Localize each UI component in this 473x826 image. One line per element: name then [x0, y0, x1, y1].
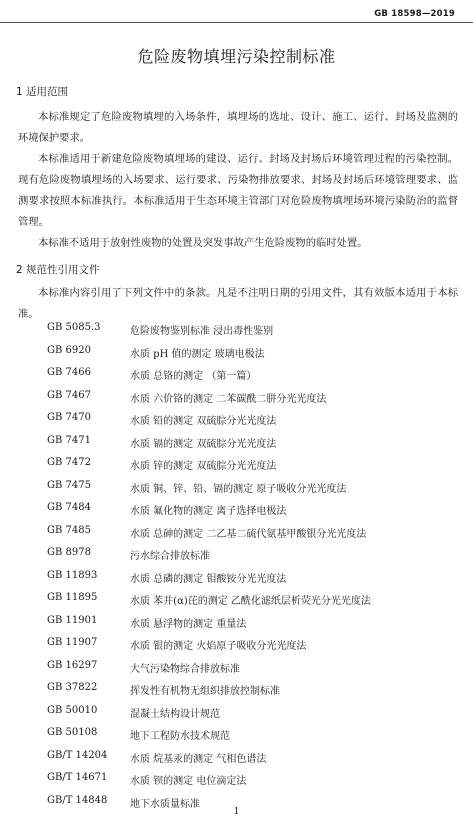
reference-title: 水质 银的测定 火焰原子吸收分光光度法: [130, 641, 307, 652]
document-title: 危险废物填埋污染控制标准: [137, 47, 336, 66]
reference-code: GB/T 14671: [47, 772, 108, 783]
reference-code: GB 16297: [47, 659, 98, 671]
reference-row: [0, 386, 473, 409]
reference-code: GB/T 14204: [47, 749, 108, 761]
reference-code: GB 50010: [47, 704, 98, 716]
section-1-paragraph-1: 本标准规定了危险废物填埋的入场条件，填埋场的选址、设计、施工、运行、封场及监测的环境保护要求。: [18, 111, 458, 144]
reference-row: [0, 633, 473, 656]
reference-title: 水质 总砷的测定 二乙基二硫代氨基甲酸银分光光度法: [130, 528, 367, 540]
reference-code: GB 50108: [47, 727, 98, 738]
reference-row: [0, 431, 473, 454]
reference-row: [0, 701, 473, 724]
reference-code: GB/T 14848: [47, 794, 108, 806]
reference-title: 大气污染物综合排放标准: [130, 663, 240, 675]
reference-row: [0, 498, 473, 521]
reference-code: GB 7467: [47, 389, 91, 401]
reference-title: 水质 镉的测定 双硫腙分光光度法: [130, 438, 277, 450]
page-number: 1: [233, 807, 240, 817]
reference-title: 水质 锌的测定 双硫腙分光光度法: [130, 461, 277, 472]
reference-row: [0, 746, 473, 769]
reference-title: 水质 悬浮物的测定 重量法: [130, 618, 247, 630]
reference-code: GB 7466: [47, 367, 91, 378]
reference-code: GB 11901: [47, 614, 98, 626]
reference-title: 水质 苯并(α)芘的测定 乙酰化滤纸层析荧光分光光度法: [130, 596, 371, 607]
header-rule: [0, 22, 473, 23]
reference-code: GB 7484: [47, 502, 91, 513]
reference-row: [0, 476, 473, 499]
reference-title: 混凝土结构设计规范: [130, 708, 220, 720]
section-2-intro: 本标准内容引用了下列文件中的条款。凡是不注明日期的引用文件，其有效版本适用于本标准。: [18, 287, 458, 320]
reference-row: [0, 453, 473, 476]
reference-code: GB 7475: [47, 479, 91, 491]
reference-row: [0, 656, 473, 679]
reference-row: [0, 588, 473, 611]
reference-title: 挥发性有机物无组织排放控制标准: [130, 686, 280, 697]
reference-code: GB 8978: [47, 547, 91, 558]
reference-row: [0, 543, 473, 566]
reference-row: [0, 768, 473, 791]
reference-code: GB 11907: [47, 637, 98, 648]
reference-title: 水质 铜、锌、铅、镉的测定 原子吸收分光光度法: [130, 483, 347, 495]
reference-row: [0, 408, 473, 431]
reference-title: 水质 烷基汞的测定 气相色谱法: [130, 753, 267, 765]
reference-row: [0, 318, 473, 341]
reference-code: GB 6920: [47, 344, 91, 356]
reference-title: 地下水质量标准: [130, 798, 200, 810]
section-1-heading: 1 适用范围: [16, 86, 69, 98]
reference-row: [0, 341, 473, 364]
section-1-paragraph-3: 本标准不适用于放射性废物的处置及突发事故产生危险废物的临时处置。: [38, 237, 368, 249]
reference-row: [0, 723, 473, 746]
reference-title: 水质 铅的测定 双硫腙分光光度法: [130, 416, 277, 427]
reference-title: 水质 氟化物的测定 离子选择电极法: [130, 506, 287, 517]
reference-title: 地下工程防水技术规范: [130, 731, 230, 742]
reference-row: [0, 363, 473, 386]
reference-title: 水质 六价铬的测定 二苯碳酰二肼分光光度法: [130, 393, 327, 405]
reference-title: 水质 总铬的测定 （第一篇）: [130, 371, 257, 382]
reference-row: [0, 611, 473, 634]
reference-code: GB 7472: [47, 457, 91, 468]
reference-title: 危险废物鉴别标准 浸出毒性鉴别: [130, 326, 274, 337]
reference-row: [0, 678, 473, 701]
reference-title: 水质 pH 值的测定 玻璃电极法: [130, 348, 265, 360]
reference-code: GB 7485: [47, 524, 91, 536]
reference-code: GB 7470: [47, 412, 91, 423]
reference-row: [0, 566, 473, 589]
reference-title: 水质 总磷的测定 钼酸铵分光光度法: [130, 573, 287, 585]
section-2-heading: 2 规范性引用文件: [16, 264, 100, 276]
standard-code: GB 18598—2019: [374, 9, 455, 19]
reference-title: 水质 钡的测定 电位滴定法: [130, 776, 247, 787]
reference-list: [0, 318, 473, 813]
reference-code: GB 11893: [47, 569, 98, 581]
reference-code: GB 37822: [47, 682, 98, 693]
reference-title: 污水综合排放标准: [130, 551, 210, 562]
section-1-paragraph-2: 本标准适用于新建危险废物填埋场的建设、运行、封场及封场后环境管理过程的污染控制。现有危险废物填埋场的入场要求、运行要求、污染物排放要求、封场及封场后环境管理要求、监测要求按照本标准执行。本标准适用于生态环境主管部门对危险废物填埋场环境污染防治的监督管理。: [18, 153, 458, 228]
reference-row: [0, 521, 473, 544]
reference-code: GB 11895: [47, 592, 98, 603]
reference-code: GB 7471: [47, 434, 91, 446]
reference-code: GB 5085.3: [47, 322, 101, 333]
